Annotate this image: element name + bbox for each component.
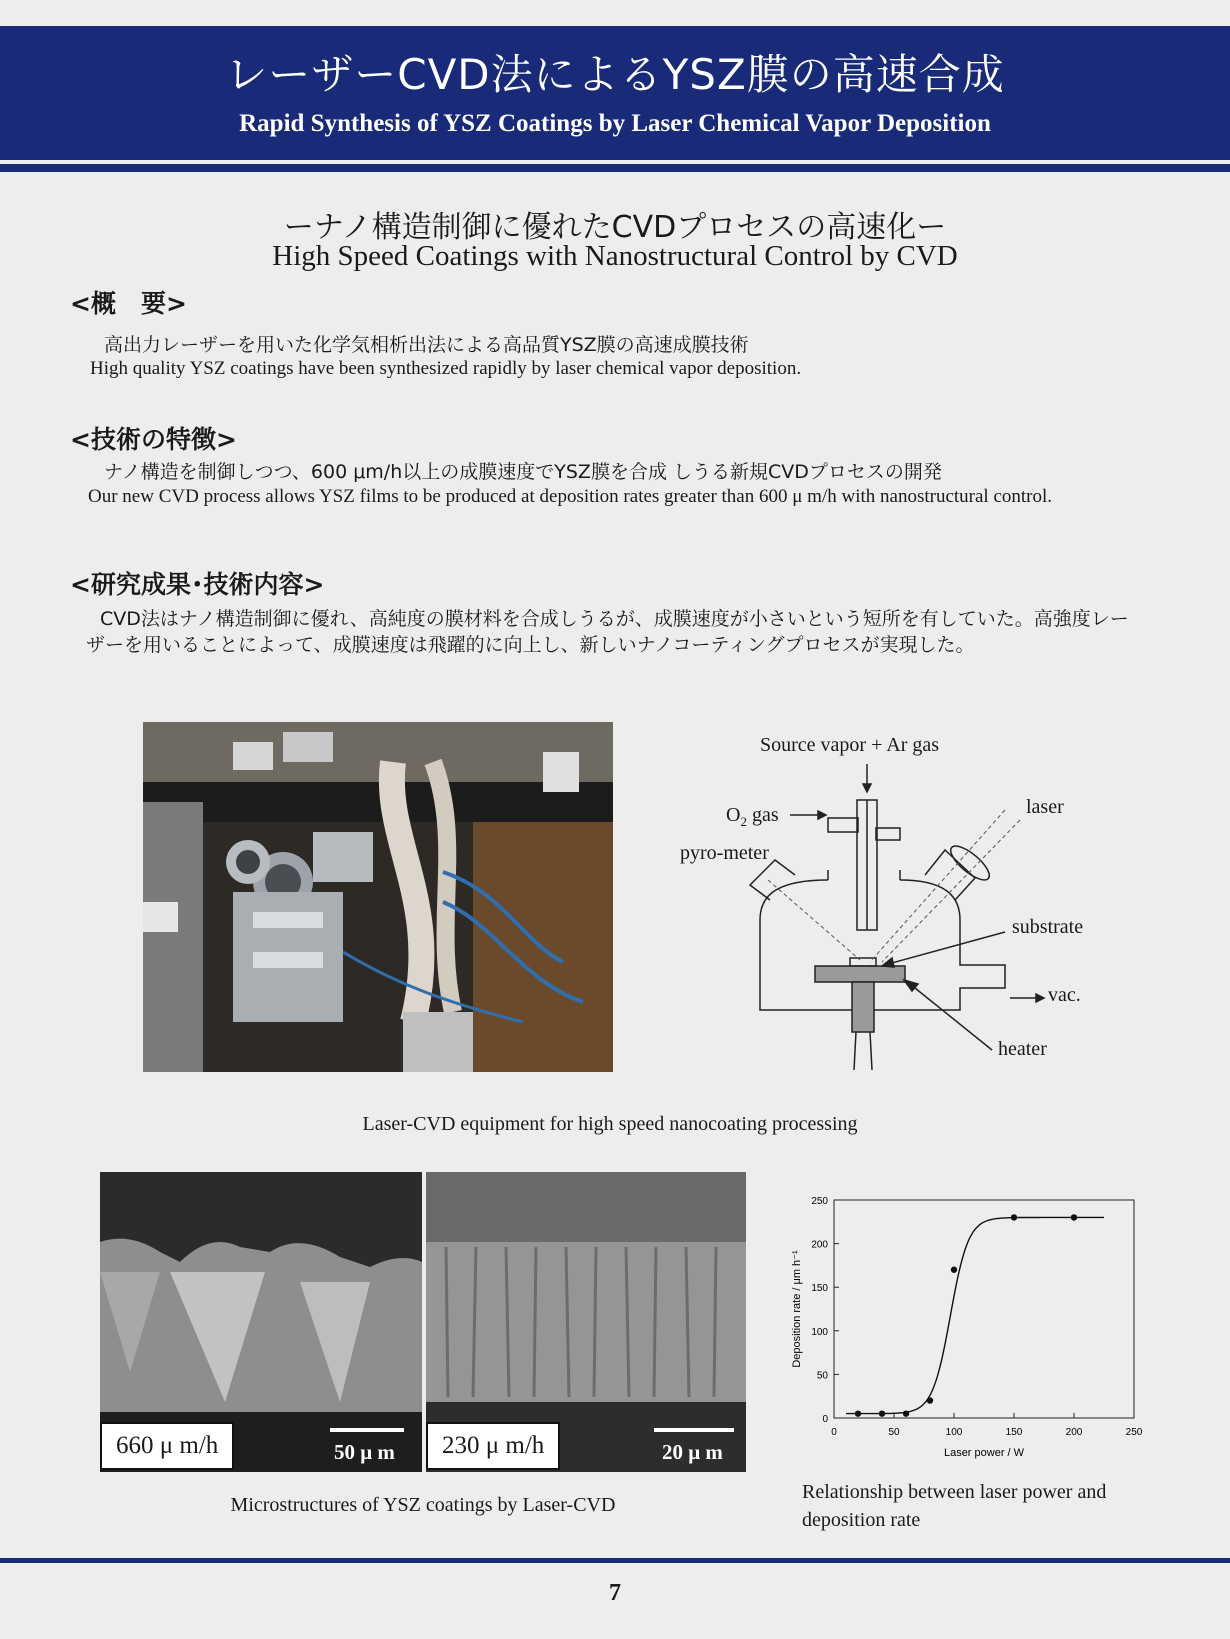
data-point [1011,1214,1017,1220]
y-axis-label: Deposition rate / μm h⁻¹ [791,1250,803,1368]
label-vac: vac. [1048,984,1081,1006]
summary-text-jp: 高出力レーザーを用いた化学気相析出法による高品質YSZ膜の高速成膜技術 [104,334,749,356]
scale-bar-right: 20 μ m [662,1440,723,1464]
label-o2-o: O [726,804,741,826]
x-axis-label: Laser power / W [943,1447,1025,1459]
fit-curve-line [846,1217,1104,1413]
label-substrate: substrate [1012,916,1084,938]
x-tick-label: 200 [1065,1427,1083,1438]
x-tick-label: 100 [945,1427,963,1438]
scale-bar-left: 50 μ m [334,1440,395,1464]
label-heater: heater [998,1038,1047,1060]
section-heading-summary: <概 要> [70,289,187,318]
label-source: Source vapor + Ar gas [760,734,940,756]
data-point [951,1267,957,1273]
footer-rule [0,1558,1230,1563]
label-o2-subscript: 2 [740,814,747,829]
data-point [903,1410,909,1416]
subtitle-en: High Speed Coatings with Nanostructural Control by CVD [272,240,958,272]
x-tick-label: 0 [831,1427,837,1438]
features-text-jp: ナノ構造を制御しつつ、600 μm/h以上の成膜速度でYSZ膜を合成 しうる新規CVDプロセスの開発 [104,461,942,483]
y-tick-label: 200 [811,1239,828,1251]
laser-cvd-diagram [660,720,1120,1080]
label-o2 [726,804,779,830]
x-tick-label: 50 [888,1427,900,1438]
y-tick-label: 250 [811,1196,828,1207]
rate-label-left: 660 μ m/h [100,1422,234,1470]
x-tick-label: 250 [1125,1427,1143,1438]
x-tick-label: 150 [1005,1427,1023,1438]
label-o2-gas: gas [746,804,779,826]
y-tick-label: 50 [816,1370,828,1382]
page-title-en: Rapid Synthesis of YSZ Coatings by Laser Chemical Vapor Deposition [239,110,991,137]
plot-frame [834,1200,1134,1418]
data-point [879,1410,885,1416]
data-point [1071,1214,1077,1220]
features-text-en: Our new CVD process allows YSZ films to be produced at deposition rates greater than 600 μ m/h with nanostructural control. [88,486,1053,507]
subtitle-jp: ーナノ構造制御に優れたCVDプロセスの高速化ー [283,210,947,245]
y-tick-label: 100 [811,1326,828,1338]
section-heading-features: <技術の特徴> [70,425,237,454]
page-title-jp: レーザーCVD法によるYSZ膜の高速合成 [225,50,1005,99]
micrograph-right [426,1172,746,1472]
rate-label-right: 230 μ m/h [426,1422,560,1470]
summary-text-en: High quality YSZ coatings have been synthesized rapidly by laser chemical vapor deposition. [90,358,802,379]
y-tick-label: 0 [822,1414,828,1425]
micrograph-left [100,1172,422,1472]
deposition-chart [780,1186,1150,1466]
results-text-jp: CVD法はナノ構造制御に優れ、高純度の膜材料を合成しうるが、成膜速度が小さいという短所を有していた。高強度レーザーを用いることによって、成膜速度は飛躍的に向上し、新しいナノコーティングプロセスが実現した。 [86,608,1129,656]
data-point [927,1397,933,1403]
label-laser: laser [1026,796,1064,818]
header-rule [0,164,1230,172]
label-pyrometer: pyro-meter [680,842,769,864]
section-heading-results: <研究成果･技術内容> [70,570,325,599]
figure1-caption: Laser-CVD equipment for high speed nanocoating processing [362,1113,858,1135]
y-tick-label: 150 [811,1283,828,1295]
equipment-photo [143,722,613,1072]
page-number: 7 [609,1580,621,1606]
micro-caption: Microstructures of YSZ coatings by Laser-CVD [230,1494,616,1516]
data-point [855,1410,861,1416]
chart-caption: Relationship between laser power and deposition rate [802,1481,1107,1531]
